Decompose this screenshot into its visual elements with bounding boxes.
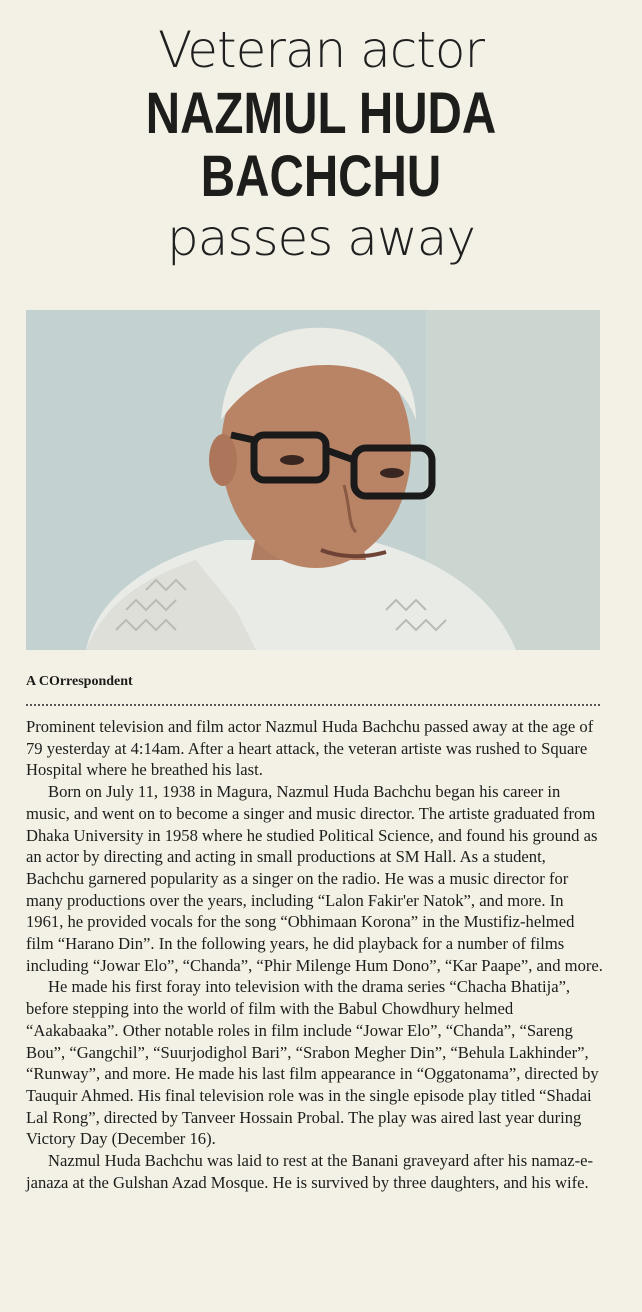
article-paragraph: Born on July 11, 1938 in Magura, Nazmul Huda Bachchu began his career in music, and went on to become a singer and music director. The artiste graduated from Dhaka University in 1958 where he studied Political Science, and found his ground as an actor by directing and acting in small productions at SM Hall. As a student, Bachchu garnered popularity as a singer on the radio. He was a music director for many productions over the years, including “Lalon Fakir'er Natok”, and more. In 1961, he provided vocals for the song “Obhimaan Korona” in the Mustifiz-helmed film “Harano Din”. In the following years, he did playback for a number of films including “Jowar Elo”, “Chanda”, “Phir Milenge Hum Dono”, “Kar Paape”, and more. <box>26 782 603 975</box>
article-paragraph: Prominent television and film actor Nazmul Huda Bachchu passed away at the age of 79 yesterday at 4:14am. After a heart attack, the veteran artiste was rushed to Square Hospital where he breathed his last. <box>26 717 594 780</box>
portrait-photo <box>26 310 600 650</box>
dotted-divider <box>26 704 600 706</box>
headline-line-1: Veteran actor <box>157 21 485 79</box>
article-paragraph: He made his first foray into television with the drama series “Chacha Bhatija”, before stepping into the world of film with the Babul Chowdhury helmed “Aakabaaka”. Other notable roles in film include “Jowar Elo”, “Chanda”, “Sareng Bou”, “Gangchil”, “Suurjodighol Bari”, “Srabon Megher Din”, “Behula Lakhinder”, “Runway”, and more. He made his last film appearance in “Oggatonama”, directed by Tauquir Ahmed. His final television role was in the single episode play titled “Shadai Lal Rong”, directed by Tanveer Hossain Probal. The play was aired last year during Victory Day (December 16). <box>26 977 599 1149</box>
article-paragraph: Nazmul Huda Bachchu was laid to rest at the Banani graveyard after his namaz-e-janaza at the Gulshan Azad Mosque. He is survived by three daughters, and his wife. <box>26 1151 594 1192</box>
article-body <box>26 716 604 1193</box>
headline-line-2: NAZMUL HUDA <box>145 81 497 146</box>
headline-line-3: BACHCHU <box>200 144 442 209</box>
headline-line-4: passes away <box>167 209 475 267</box>
byline: A COrrespondent <box>26 674 133 689</box>
headline <box>0 22 642 266</box>
